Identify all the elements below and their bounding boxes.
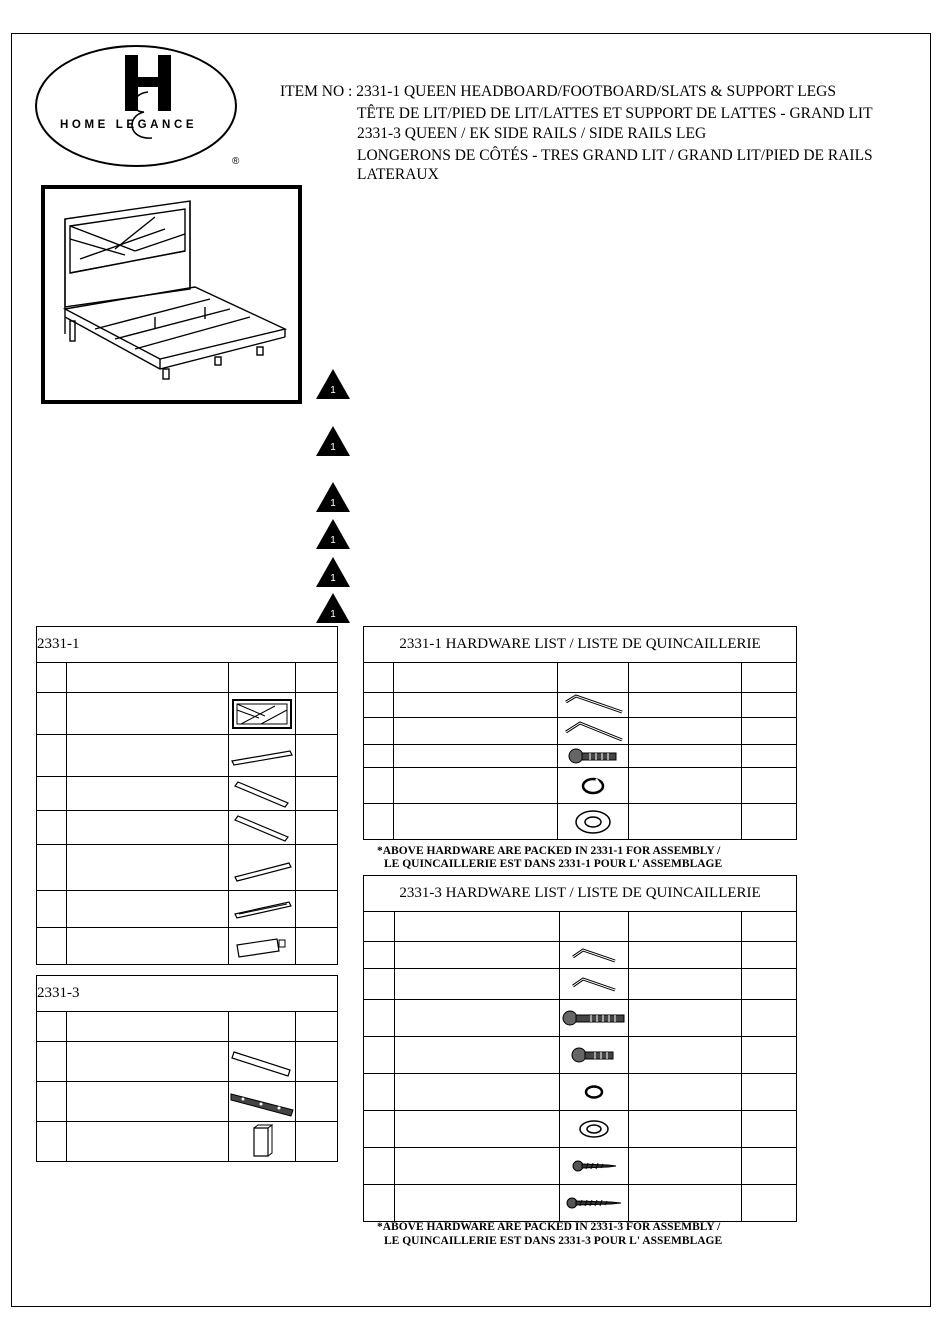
allen-key-icon (558, 718, 629, 745)
svg-text:1: 1 (330, 609, 336, 620)
svg-text:1: 1 (330, 573, 336, 584)
long-bolt-icon (560, 1000, 629, 1037)
bed-illustration (41, 185, 302, 404)
homelegance-logo (34, 44, 242, 168)
parts-table-title: 2331-3 (37, 976, 338, 1012)
long-wood-screw-icon (560, 1185, 629, 1222)
warning-icon (315, 425, 351, 457)
warning-icon (315, 481, 351, 513)
header-line-2: TÊTE DE LIT/PIED DE LIT/LATTES ET SUPPORT DE LATTES - GRAND LIT (357, 105, 873, 122)
allen-key-icon (560, 969, 629, 1000)
bolt-icon (558, 745, 629, 768)
svg-text:1: 1 (330, 498, 336, 509)
side-rail-bracket-icon (229, 1082, 296, 1122)
hardware-table-title: 2331-3 HARDWARE LIST / LISTE DE QUINCAILLERIE (364, 876, 797, 912)
warning-icon (315, 556, 351, 588)
side-rail-icon (229, 1042, 296, 1082)
slat-icon (229, 777, 296, 811)
header-line-4: LONGERONS DE CÔTÉS - TRES GRAND LIT / GRAND LIT/PIED DE RAILS (357, 147, 873, 164)
hardware-note-2331-1-fr: LE QUINCAILLERIE EST DANS 2331-1 POUR L' ASSEMBLAGE (384, 858, 723, 870)
hardware-table-title: 2331-1 HARDWARE LIST / LISTE DE QUINCAILLERIE (364, 627, 797, 663)
warning-icon (315, 368, 351, 400)
flat-washer-icon (558, 804, 629, 840)
warning-icon (315, 592, 351, 624)
allen-key-icon (560, 942, 629, 969)
footboard-rail-icon (229, 735, 296, 777)
long-slat-icon (229, 891, 296, 928)
wood-screw-icon (560, 1148, 629, 1185)
hardware-table-2331-1 (363, 626, 797, 840)
warning-icon (315, 518, 351, 550)
svg-text:1: 1 (330, 385, 336, 396)
rail-leg-icon (229, 1122, 296, 1162)
logo-wordmark: HOME LEGANCE (60, 119, 198, 131)
short-bolt-icon (560, 1037, 629, 1074)
long-slat-icon (229, 845, 296, 891)
slat-icon (229, 811, 296, 845)
allen-key-icon (558, 693, 629, 718)
logo-ellipse-graphic (34, 44, 242, 168)
hardware-table-2331-3 (363, 875, 797, 1222)
header-line-1: ITEM NO : 2331-1 QUEEN HEADBOARD/FOOTBOARD/SLATS & SUPPORT LEGS (280, 83, 836, 100)
hardware-note-2331-1-en: *ABOVE HARDWARE ARE PACKED IN 2331-1 FOR ASSEMBLY / (377, 845, 721, 857)
parts-table-2331-3 (36, 975, 338, 1162)
parts-table-2331-1 (36, 626, 338, 965)
parts-table-title: 2331-1 (37, 627, 338, 663)
headboard-panel-icon (229, 693, 296, 735)
header-line-5: LATERAUX (357, 166, 439, 183)
svg-text:1: 1 (330, 535, 336, 546)
registered-mark: ® (232, 156, 240, 167)
lock-washer-icon (560, 1074, 629, 1111)
header-line-3: 2331-3 QUEEN / EK SIDE RAILS / SIDE RAILS LEG (357, 125, 707, 142)
hardware-note-2331-3-en: *ABOVE HARDWARE ARE PACKED IN 2331-3 FOR ASSEMBLY / (377, 1221, 721, 1233)
flat-washer-icon (560, 1111, 629, 1148)
svg-text:1: 1 (330, 442, 336, 453)
hardware-note-2331-3-fr: LE QUINCAILLERIE EST DANS 2331-3 POUR L' ASSEMBLAGE (384, 1235, 723, 1247)
lock-washer-icon (558, 768, 629, 804)
support-leg-icon (229, 928, 296, 965)
